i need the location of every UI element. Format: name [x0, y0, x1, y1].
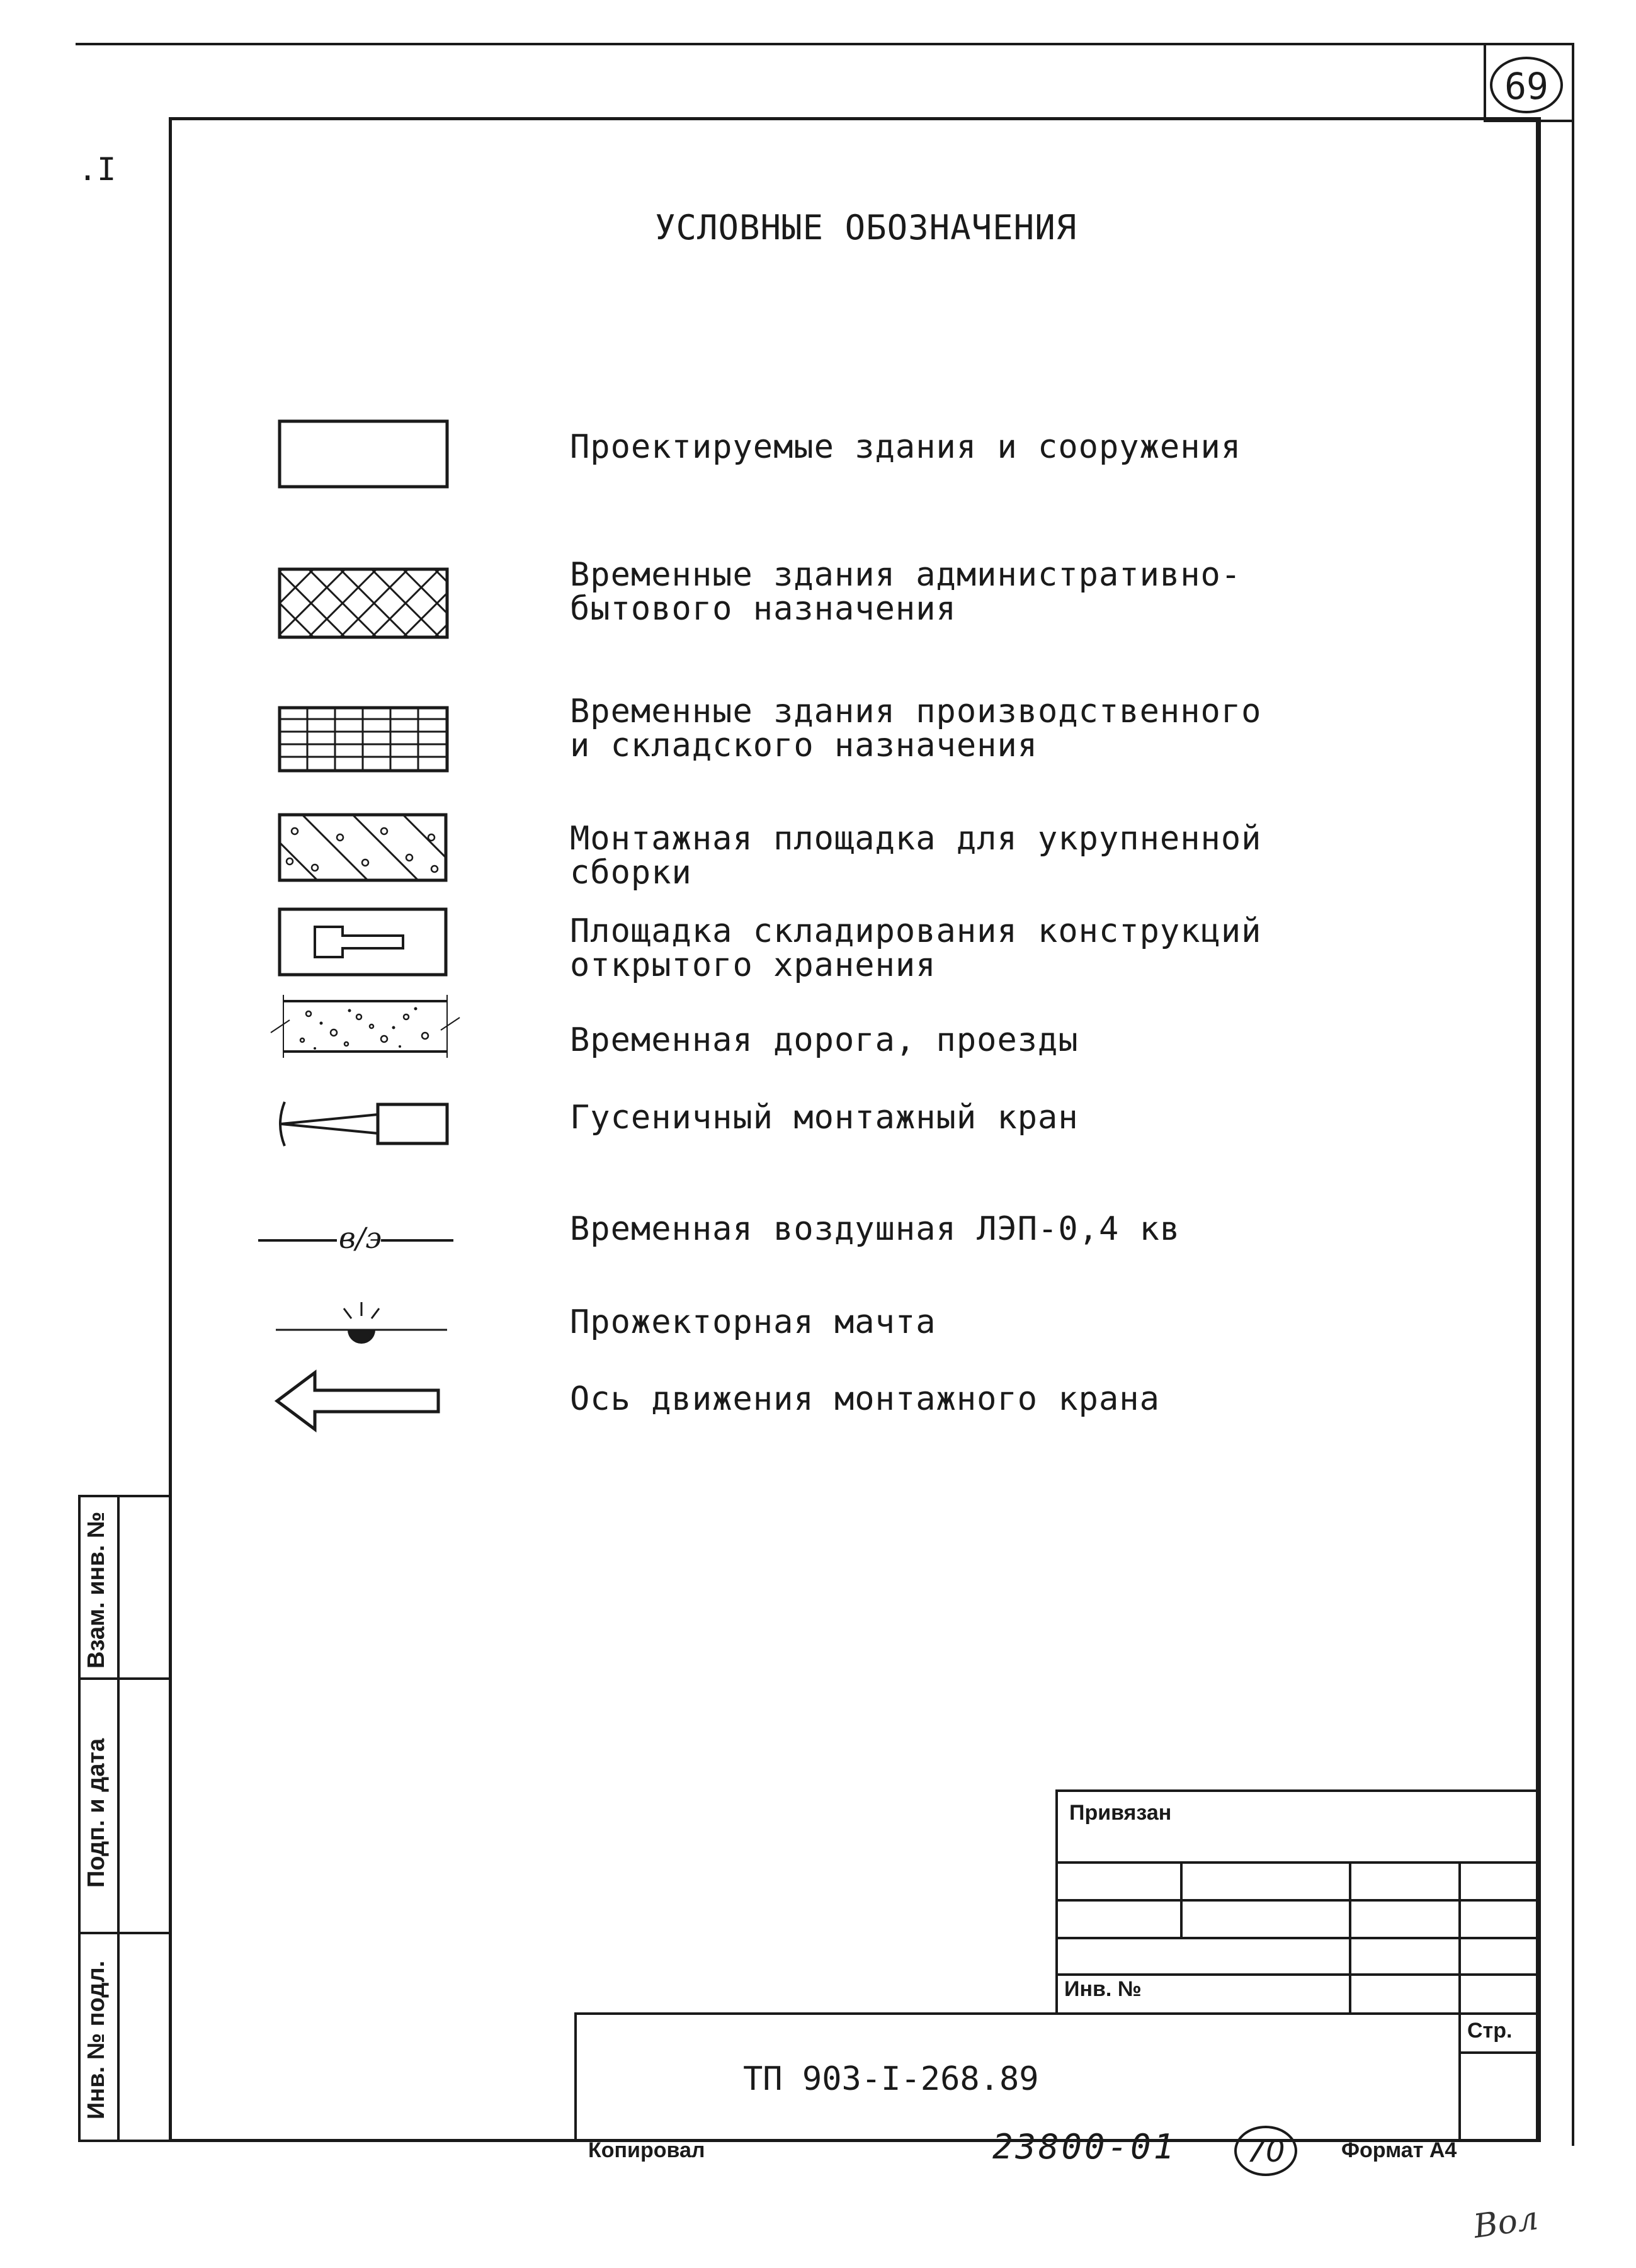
page-number: 69	[1490, 57, 1563, 113]
main-stamp	[574, 2012, 1539, 2142]
arrow-left-icon	[271, 1366, 453, 1436]
binding-col-1	[1180, 1861, 1183, 1937]
stamp-page-sep	[1458, 2051, 1539, 2054]
side-label-inv-podl: Инв. № подл.	[83, 1960, 110, 2119]
legend-text-projected: Проектируемые здания и сооружения	[570, 428, 1242, 466]
floodlight-mast-icon	[271, 1291, 460, 1354]
binding-row-4	[1055, 1973, 1539, 1976]
side-stamp-divider	[117, 1495, 120, 2142]
legend-text-floodlight: Прожекторная мачта	[570, 1303, 936, 1341]
legend-text-power-line: Временная воздушная ЛЭП-0,4 кв	[570, 1210, 1181, 1248]
page-title: УСЛОВНЫЕ ОБОЗНАЧЕНИЯ	[655, 208, 1077, 247]
signature: Вол	[1471, 2199, 1541, 2246]
binding-row-1	[1055, 1861, 1539, 1864]
legend-text-crane: Гусеничный монтажный кран	[570, 1099, 1079, 1137]
rectangle-icon	[277, 419, 453, 494]
storage-area-icon	[277, 907, 453, 982]
crosshatch-icon	[277, 567, 453, 642]
side-label-podp: Подп. и дата	[83, 1738, 110, 1888]
footer-number: 23800-01	[992, 2127, 1177, 2167]
binding-row-2	[1055, 1899, 1539, 1902]
frame-inner-right-line	[1539, 117, 1541, 2142]
inv-no-label: Инв. №	[1064, 1977, 1142, 2001]
legend-text-storage: Площадка складирования конструкций открытого хранения	[570, 912, 1262, 984]
page-label: Стр.	[1467, 2019, 1513, 2043]
diagonal-hatch-icon	[277, 812, 453, 888]
legend-text-road: Временная дорога, проезды	[570, 1021, 1079, 1059]
side-stamp-sep-1	[78, 1677, 169, 1680]
sheet-mark: .I	[78, 151, 116, 188]
power-line-label: в/э	[339, 1221, 382, 1255]
footer-circled-number: 70	[1234, 2126, 1297, 2176]
crawler-crane-icon	[271, 1096, 460, 1152]
document-code: ТП 903-I-268.89	[743, 2060, 1039, 2098]
binding-col-2	[1349, 1861, 1351, 2014]
road-icon	[264, 989, 466, 1070]
power-line-icon	[258, 1209, 460, 1266]
grid-icon	[277, 705, 453, 781]
legend-text-assembly: Монтажная площадка для укрупненной сборки	[570, 820, 1262, 892]
footer-format: Формат А4	[1341, 2138, 1457, 2162]
sheet-top-border	[76, 43, 1574, 45]
binding-label: Привязан	[1069, 1801, 1172, 1825]
legend-text-crane-axis: Ось движения монтажного крана	[570, 1380, 1160, 1418]
binding-row-3	[1055, 1937, 1539, 1939]
footer-copied: Копировал	[588, 2138, 705, 2162]
side-stamp-sep-2	[78, 1932, 169, 1934]
legend-text-production: Временные здания производственного и складского назначения	[570, 693, 1262, 764]
legend-text-admin: Временные здания административно- бытового назначения	[570, 556, 1242, 628]
sheet-right-outer-border	[1572, 43, 1574, 2146]
side-label-vzam: Взам. инв. №	[83, 1511, 110, 1669]
